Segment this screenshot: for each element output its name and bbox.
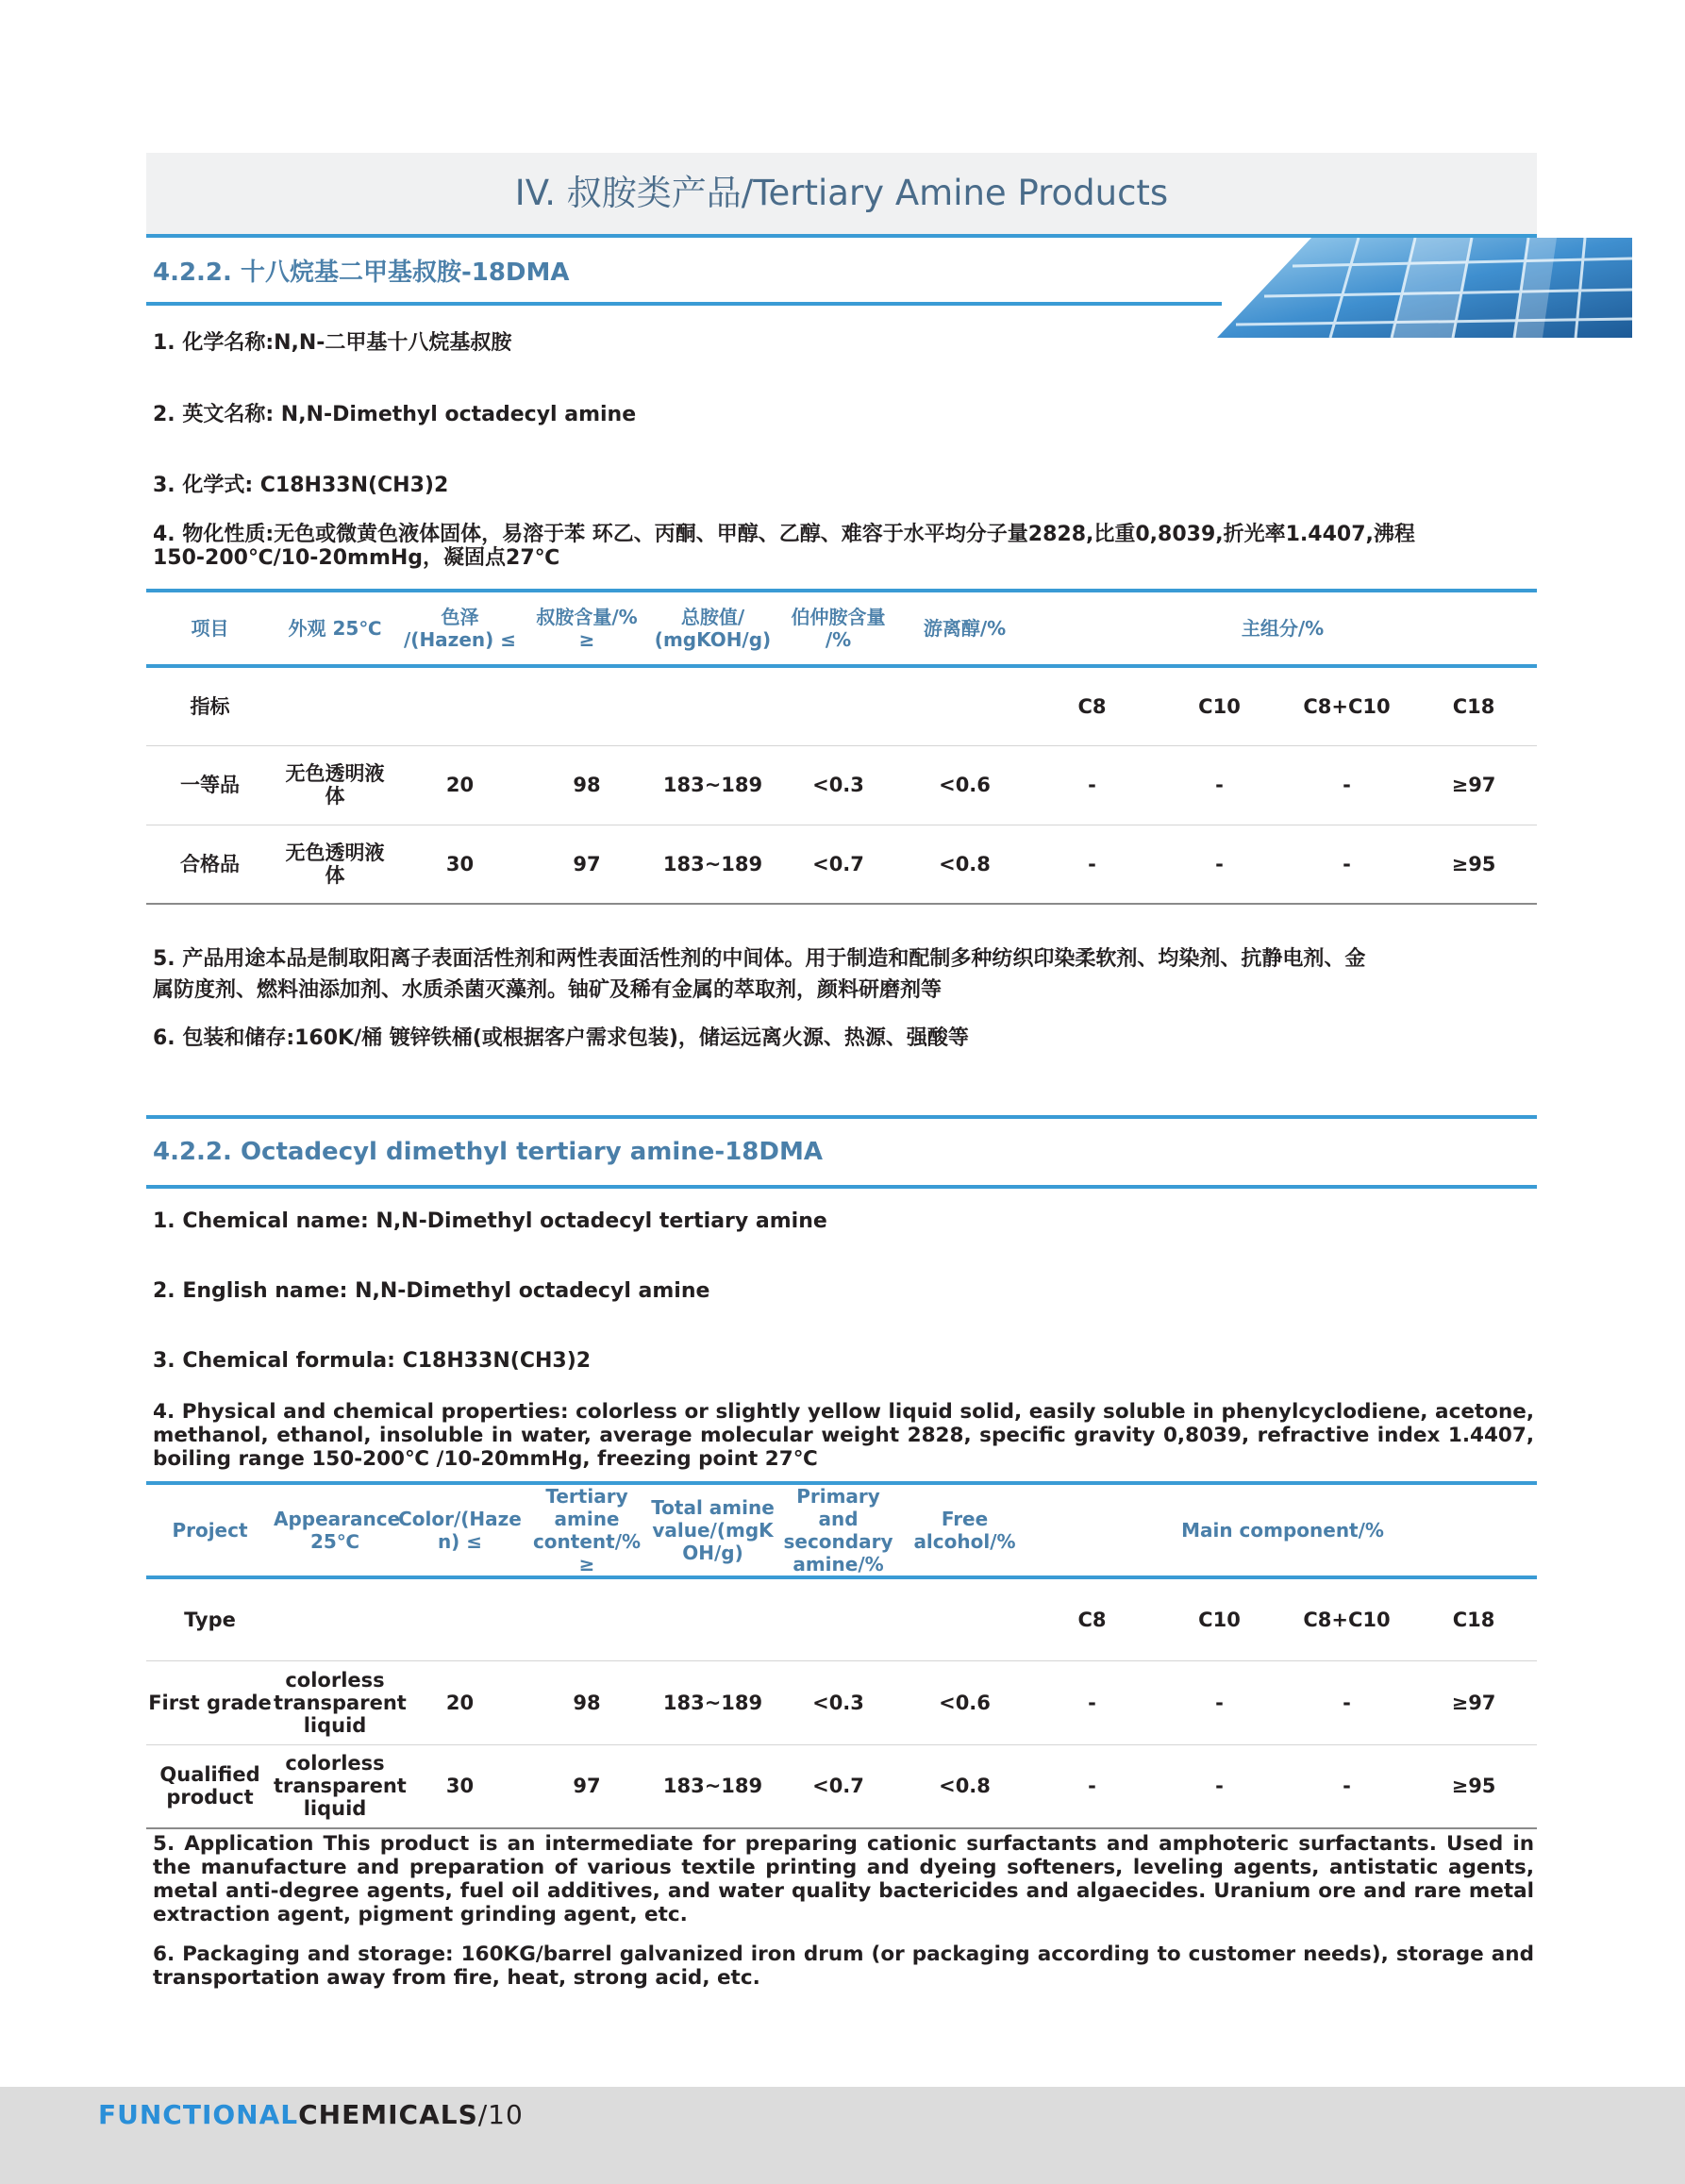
table-cell: 指标	[146, 666, 274, 745]
footer-brand-functional: FUNCTIONAL	[98, 2099, 299, 2130]
table-cell	[901, 1577, 1028, 1660]
en-packaging: 6. Packaging and storage: 160KG/barrel galvanized iron drum (or packaging according to customer needs), storage and transportation away from fire, heat, strong acid, etc.	[153, 1942, 1534, 1990]
cn-properties-line1: 4. 物化性质:无色或微黄色液体固体，易溶于苯 环乙、丙酮、甲醇、乙醇、难容于水平均分子量2828,比重0,8039,折光率1.4407,沸程	[153, 523, 1415, 546]
footer-brand-chemicals: CHEMICALS	[298, 2099, 478, 2130]
table-cell: 一等品	[146, 745, 274, 825]
table-cell: C18	[1410, 666, 1537, 745]
table-row	[146, 745, 1537, 825]
header-cell: 外观 25℃	[288, 617, 382, 640]
header-cell: Tertiary amine content/% ≥	[532, 1485, 642, 1575]
table-cell: <0.6	[901, 1660, 1028, 1744]
page-title: IV. 叔胺类产品/Tertiary Amine Products	[514, 173, 1169, 213]
table-row	[146, 1744, 1537, 1828]
table-cell: <0.8	[901, 1744, 1028, 1828]
table-cell: 183~189	[650, 1744, 776, 1828]
table-cell: -	[1156, 1744, 1283, 1828]
table-cell: 98	[524, 745, 650, 825]
table-cell: First grade	[146, 1660, 274, 1744]
table-cell: 30	[396, 825, 524, 904]
cn-application-line2: 属防度剂、燃料油添加剂、水质杀菌灭藻剂。铀矿及稀有金属的萃取剂，颜料研磨剂等	[153, 978, 943, 1002]
cn-section-heading: 4.2.2. 十八烷基二甲基叔胺-18DMA	[153, 258, 570, 287]
en-formula: 3. Chemical formula: C18H33N(CH3)2	[153, 1349, 592, 1373]
table-cell: C8	[1028, 666, 1156, 745]
page-number: /10	[477, 2099, 524, 2130]
cn-properties-line2: 150-200℃/10-20mmHg，凝固点27℃	[153, 546, 560, 570]
en-table-header	[146, 1485, 1537, 1577]
cn-chemical-name: 1. 化学名称:N,N-二甲基十八烷基叔胺	[153, 331, 512, 355]
table-cell: ≥97	[1410, 1660, 1537, 1744]
building-glass-image	[1217, 238, 1632, 338]
header-cell: 伯仲胺含量 /%	[791, 606, 886, 651]
header-cell: Project	[172, 1519, 248, 1542]
table-cell: Qualified product	[146, 1744, 274, 1828]
header-cell: 叔胺含量/% ≥	[536, 606, 638, 651]
table-cell: <0.7	[776, 1744, 901, 1828]
table-cell: -	[1028, 825, 1156, 904]
cn-packaging: 6. 包装和储存:160K/桶 镀锌铁桶(或根据客户需求包装)，储运远离火源、热源、强酸等	[153, 1026, 969, 1050]
cn-table-header	[146, 592, 1537, 666]
cn-application-line1: 5. 产品用途本品是制取阳离子表面活性剂和两性表面活性剂的中间体。用于制造和配制多种纺织印染柔软剂、均染剂、抗静电剂、金	[153, 947, 1366, 971]
cn-heading-underline	[146, 302, 1222, 306]
table-cell: 无色透明液 体	[274, 745, 396, 825]
table-cell: 97	[524, 1744, 650, 1828]
cn-formula: 3. 化学式: C18H33N(CH3)2	[153, 474, 449, 497]
table-cell: C10	[1156, 666, 1283, 745]
table-cell: -	[1283, 1744, 1410, 1828]
table-cell: -	[1028, 745, 1156, 825]
en-application: 5. Application This product is an intermediate for preparing cationic surfactants and amphoteric surfactants. Used in the manufacture and preparation of various textile printing and dyeing softeners, leveling agents, antistatic agents, metal anti-degree agents, fuel oil additives, and water quality bactericides and algaecides. Uranium ore and rare metal extraction agent, pigment grinding agent, etc.	[153, 1832, 1534, 1926]
table-row	[146, 666, 1537, 745]
table-cell: -	[1156, 745, 1283, 825]
en-spec-table	[146, 1485, 1537, 1829]
table-cell	[776, 1577, 901, 1660]
header-cell: 色泽 /(Hazen) ≤	[404, 606, 516, 651]
table-cell: ≥95	[1410, 1744, 1537, 1828]
table-cell: C8+C10	[1283, 666, 1410, 745]
en-properties: 4. Physical and chemical properties: colorless or slightly yellow liquid solid, easily soluble in phenylcyclodiene, acetone, methanol, ethanol, insoluble in water, average molecular weight 2828, specific gravity 0,8039, refractive index 1.4407, boiling range 150-200℃ /10-20mmHg, freezing point 27℃	[153, 1400, 1534, 1471]
cn-spec-table	[146, 592, 1537, 905]
table-cell: C8	[1028, 1577, 1156, 1660]
table-cell: 30	[396, 1744, 524, 1828]
en-chemical-name: 1. Chemical name: N,N-Dimethyl octadecyl tertiary amine	[153, 1209, 827, 1233]
table-cell: -	[1156, 1660, 1283, 1744]
table-cell: 183~189	[650, 1660, 776, 1744]
en-section-heading: 4.2.2. Octadecyl dimethyl tertiary amine-18DMA	[153, 1138, 823, 1166]
en-heading-underline	[146, 1185, 1537, 1189]
table-cell: 97	[524, 825, 650, 904]
table-cell: -	[1283, 1660, 1410, 1744]
table-cell	[901, 666, 1028, 745]
table-cell: colorless transparent liquid	[274, 1660, 396, 1744]
footer-brand	[98, 2099, 524, 2130]
header-cell: 项目	[191, 617, 229, 640]
header-cell: 游离醇/%	[923, 617, 1007, 640]
table-cell: 无色透明液 体	[274, 825, 396, 904]
table-cell: -	[1283, 745, 1410, 825]
header-cell: Free alcohol/%	[913, 1508, 1016, 1553]
table-cell: <0.8	[901, 825, 1028, 904]
table-cell	[396, 666, 524, 745]
header-cell: 主组分/%	[1241, 617, 1325, 640]
table-cell: Type	[146, 1577, 274, 1660]
header-cell: Appearance 25℃	[274, 1508, 401, 1553]
table-cell	[524, 666, 650, 745]
table-row	[146, 1577, 1537, 1660]
table-cell: 183~189	[650, 825, 776, 904]
table-cell	[650, 666, 776, 745]
table-cell: 20	[396, 1660, 524, 1744]
table-cell	[274, 666, 396, 745]
table-cell: <0.6	[901, 745, 1028, 825]
table-cell: ≥95	[1410, 825, 1537, 904]
en-english-name: 2. English name: N,N-Dimethyl octadecyl amine	[153, 1279, 710, 1303]
table-cell: -	[1028, 1660, 1156, 1744]
table-cell: 183~189	[650, 745, 776, 825]
en-heading-topline	[146, 1115, 1537, 1119]
table-cell: ≥97	[1410, 745, 1537, 825]
table-cell: C10	[1156, 1577, 1283, 1660]
table-cell	[396, 1577, 524, 1660]
table-row	[146, 825, 1537, 904]
table-cell: C18	[1410, 1577, 1537, 1660]
table-cell: 20	[396, 745, 524, 825]
table-cell: C8+C10	[1283, 1577, 1410, 1660]
table-cell	[650, 1577, 776, 1660]
table-cell: -	[1028, 1744, 1156, 1828]
table-cell: 合格品	[146, 825, 274, 904]
header-cell: 总胺值/ (mgKOH/g)	[654, 606, 772, 651]
cn-english-name: 2. 英文名称: N,N-Dimethyl octadecyl amine	[153, 403, 637, 426]
table-row	[146, 1660, 1537, 1744]
header-cell: Main component/%	[1181, 1519, 1384, 1542]
table-cell: colorless transparent liquid	[274, 1744, 396, 1828]
header-cell: Color/(Haze n) ≤	[398, 1508, 522, 1553]
table-cell: -	[1283, 825, 1410, 904]
table-cell: <0.3	[776, 745, 901, 825]
table-cell: <0.3	[776, 1660, 901, 1744]
header-cell: Primary and secondary amine/%	[783, 1485, 893, 1575]
table-cell: 98	[524, 1660, 650, 1744]
table-cell: -	[1156, 825, 1283, 904]
table-cell: <0.7	[776, 825, 901, 904]
table-cell	[524, 1577, 650, 1660]
table-cell	[274, 1577, 396, 1660]
header-cell: Total amine value/(mgK OH/g)	[651, 1496, 775, 1564]
table-cell	[776, 666, 901, 745]
